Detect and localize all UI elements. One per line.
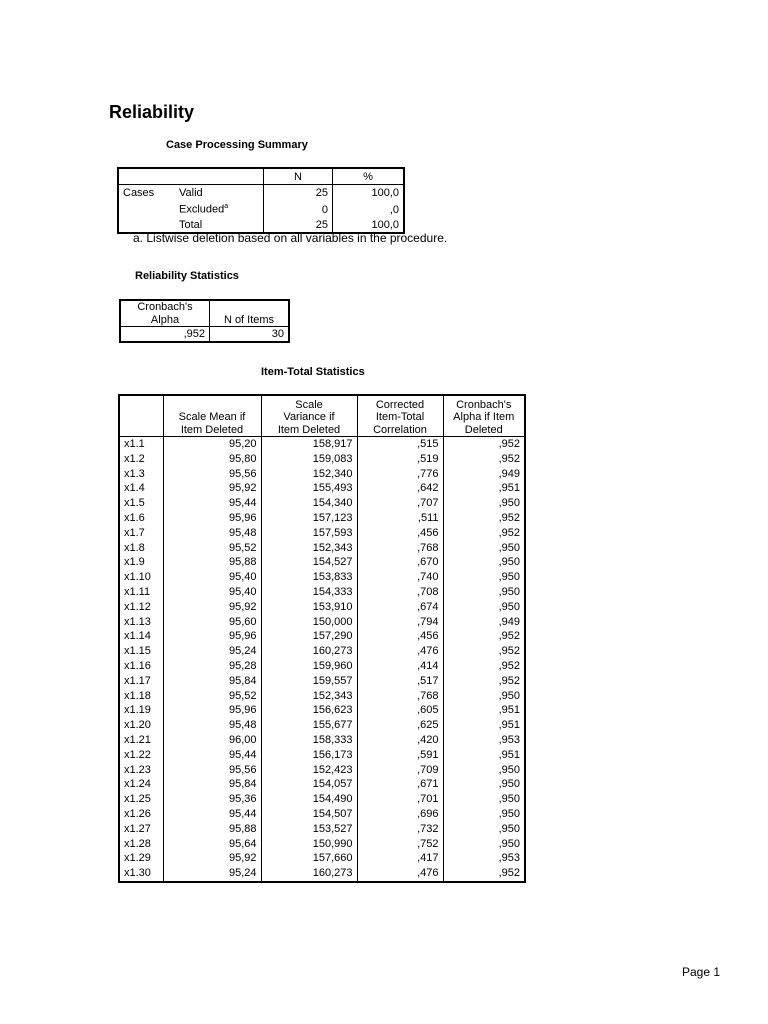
page-title: Reliability bbox=[109, 102, 195, 122]
cell-alpha-if-deleted: ,952 bbox=[443, 659, 525, 674]
cell-item-total-correlation: ,670 bbox=[357, 555, 443, 570]
cell-n: 25 bbox=[264, 217, 333, 233]
cell-scale-variance: 154,507 bbox=[261, 807, 357, 822]
header-n-items: N of Items bbox=[210, 300, 290, 327]
cell-item-name: x1.24 bbox=[124, 778, 151, 791]
table-row bbox=[119, 837, 525, 852]
cell-item-total-correlation: ,707 bbox=[357, 496, 443, 511]
cell-scale-variance: 153,910 bbox=[261, 600, 357, 615]
table-row bbox=[119, 526, 525, 541]
table-row bbox=[119, 866, 525, 882]
table-row bbox=[119, 777, 525, 792]
header-empty-cell bbox=[175, 168, 264, 185]
cell-item-total-correlation: ,752 bbox=[357, 837, 443, 852]
cell-scale-variance: 152,340 bbox=[261, 467, 357, 482]
footnote-marker: a. bbox=[133, 231, 144, 245]
cell-scale-mean: 95,92 bbox=[163, 481, 261, 496]
footnote-ref: a bbox=[224, 203, 229, 210]
cell-scale-mean: 95,60 bbox=[163, 615, 261, 630]
cell-item-total-correlation: ,591 bbox=[357, 748, 443, 763]
cell-item-name: x1.28 bbox=[124, 837, 151, 850]
cell-item-name: x1.3 bbox=[124, 467, 145, 480]
cell-item-total-correlation: ,674 bbox=[357, 600, 443, 615]
cell-alpha-if-deleted: ,950 bbox=[443, 496, 525, 511]
cell-item-name: x1.18 bbox=[124, 689, 151, 702]
cell-alpha-if-deleted: ,952 bbox=[443, 674, 525, 689]
cell-scale-mean: 95,24 bbox=[163, 644, 261, 659]
row-label bbox=[175, 200, 264, 217]
table-row bbox=[119, 733, 525, 748]
cell-scale-variance: 157,660 bbox=[261, 851, 357, 866]
table-row bbox=[119, 570, 525, 585]
cell-scale-mean: 95,48 bbox=[163, 718, 261, 733]
cell-item-name: x1.2 bbox=[124, 452, 145, 465]
cell-alpha-if-deleted: ,952 bbox=[443, 526, 525, 541]
cell-scale-variance: 155,493 bbox=[261, 481, 357, 496]
cell-item-total-correlation: ,417 bbox=[357, 851, 443, 866]
cell-scale-variance: 152,423 bbox=[261, 763, 357, 778]
cell-item-name: x1.11 bbox=[124, 585, 151, 598]
header-corrected-correlation bbox=[357, 395, 443, 437]
cell-item-total-correlation: ,414 bbox=[357, 659, 443, 674]
table-row bbox=[118, 185, 404, 201]
page-number: Page 1 bbox=[682, 965, 721, 979]
cell-scale-variance: 152,343 bbox=[261, 689, 357, 704]
header-line: Item Deleted bbox=[277, 423, 341, 436]
cell-alpha-if-deleted: ,950 bbox=[443, 837, 525, 852]
cell-scale-variance: 156,623 bbox=[261, 703, 357, 718]
cell-item-name: x1.16 bbox=[124, 659, 151, 672]
cell-item-total-correlation: ,776 bbox=[357, 467, 443, 482]
cell-item-name: x1.10 bbox=[124, 571, 151, 584]
reliability-stats-caption: Reliability Statistics bbox=[135, 270, 239, 282]
cell-scale-mean: 95,64 bbox=[163, 837, 261, 852]
cell-item-total-correlation: ,708 bbox=[357, 585, 443, 600]
table-row bbox=[119, 511, 525, 526]
cell-scale-mean: 95,20 bbox=[163, 437, 261, 452]
header-line: Item-Total bbox=[375, 411, 425, 423]
table-row bbox=[119, 496, 525, 511]
cell-scale-mean: 95,52 bbox=[163, 689, 261, 704]
cell-scale-mean: 95,92 bbox=[163, 600, 261, 615]
table-header-row bbox=[118, 168, 404, 185]
cell-scale-mean: 95,24 bbox=[163, 866, 261, 882]
row-label: Total bbox=[179, 218, 203, 231]
table-row bbox=[119, 615, 525, 630]
cell-scale-mean: 95,56 bbox=[163, 467, 261, 482]
cell-item-total-correlation: ,732 bbox=[357, 822, 443, 837]
case-processing-table bbox=[117, 167, 405, 234]
cell-alpha-if-deleted: ,952 bbox=[443, 644, 525, 659]
cell-alpha-if-deleted: ,950 bbox=[443, 541, 525, 556]
cell-alpha-if-deleted: ,953 bbox=[443, 851, 525, 866]
cell-item-name: x1.19 bbox=[124, 704, 151, 717]
cell-scale-mean: 95,48 bbox=[163, 526, 261, 541]
header-line: Scale Mean if bbox=[178, 411, 246, 423]
cell-scale-mean: 96,00 bbox=[163, 733, 261, 748]
cell-alpha-if-deleted: ,950 bbox=[443, 585, 525, 600]
header-line: Alpha if Item bbox=[453, 411, 515, 423]
cell-alpha-if-deleted: ,952 bbox=[443, 629, 525, 644]
cell-alpha-if-deleted: ,950 bbox=[443, 570, 525, 585]
table-row bbox=[119, 585, 525, 600]
table-row bbox=[119, 718, 525, 733]
cell-item-name: x1.13 bbox=[124, 615, 151, 628]
cell-n: 25 bbox=[264, 185, 333, 201]
cell-item-total-correlation: ,476 bbox=[357, 644, 443, 659]
cell-scale-variance: 153,527 bbox=[261, 822, 357, 837]
table-row bbox=[119, 822, 525, 837]
item-total-caption: Item-Total Statistics bbox=[261, 366, 365, 378]
header-empty-cell bbox=[119, 395, 163, 437]
cell-item-name: x1.6 bbox=[124, 511, 145, 524]
cell-pct: 100,0 bbox=[333, 185, 405, 201]
cell-alpha-if-deleted: ,951 bbox=[443, 481, 525, 496]
cell-item-total-correlation: ,515 bbox=[357, 437, 443, 452]
cell-scale-mean: 95,56 bbox=[163, 763, 261, 778]
cell-item-name: x1.1 bbox=[124, 438, 145, 450]
header-alpha-if-deleted bbox=[443, 395, 525, 437]
cell-scale-mean: 95,40 bbox=[163, 570, 261, 585]
header-line: Cronbach's bbox=[456, 398, 512, 411]
cell-alpha-if-deleted: ,949 bbox=[443, 615, 525, 630]
cell-scale-variance: 158,917 bbox=[261, 437, 357, 452]
header-line: Deleted bbox=[464, 423, 503, 436]
header-pct: % bbox=[333, 168, 405, 185]
cell-scale-variance: 154,527 bbox=[261, 555, 357, 570]
cell-item-name: x1.5 bbox=[124, 497, 145, 510]
cell-pct: ,0 bbox=[333, 200, 405, 217]
cell-scale-variance: 156,173 bbox=[261, 748, 357, 763]
header-line: Correlation bbox=[373, 423, 427, 436]
cell-item-total-correlation: ,511 bbox=[357, 511, 443, 526]
cell-scale-mean: 95,36 bbox=[163, 792, 261, 807]
header-scale-variance bbox=[261, 395, 357, 437]
cell-scale-variance: 160,273 bbox=[261, 644, 357, 659]
cell-item-total-correlation: ,642 bbox=[357, 481, 443, 496]
cell-scale-mean: 95,96 bbox=[163, 511, 261, 526]
cell-scale-variance: 159,557 bbox=[261, 674, 357, 689]
case-processing-caption: Case Processing Summary bbox=[166, 139, 308, 151]
cell-item-total-correlation: ,517 bbox=[357, 674, 443, 689]
table-row bbox=[119, 481, 525, 496]
cell-item-total-correlation: ,456 bbox=[357, 526, 443, 541]
table-row bbox=[119, 689, 525, 704]
cell-scale-variance: 150,990 bbox=[261, 837, 357, 852]
table-row bbox=[119, 555, 525, 570]
cell-alpha-if-deleted: ,952 bbox=[443, 866, 525, 882]
cell-scale-mean: 95,88 bbox=[163, 822, 261, 837]
table-row bbox=[119, 600, 525, 615]
table-row bbox=[119, 674, 525, 689]
table-row bbox=[119, 467, 525, 482]
table-row bbox=[119, 541, 525, 556]
cell-alpha-if-deleted: ,950 bbox=[443, 600, 525, 615]
cell-item-name: x1.22 bbox=[124, 748, 151, 761]
table-header-row bbox=[120, 300, 289, 327]
cell-item-total-correlation: ,709 bbox=[357, 763, 443, 778]
header-alpha bbox=[120, 300, 210, 327]
cell-alpha-if-deleted: ,951 bbox=[443, 718, 525, 733]
cell-item-name: x1.14 bbox=[124, 630, 151, 643]
cell-item-total-correlation: ,768 bbox=[357, 541, 443, 556]
cell-item-name: x1.25 bbox=[124, 793, 151, 806]
cell-scale-mean: 95,84 bbox=[163, 777, 261, 792]
cell-scale-variance: 154,333 bbox=[261, 585, 357, 600]
header-empty-cell bbox=[118, 168, 175, 185]
cell-item-name: x1.9 bbox=[124, 556, 145, 569]
cell-alpha-if-deleted: ,950 bbox=[443, 792, 525, 807]
cell-item-total-correlation: ,768 bbox=[357, 689, 443, 704]
cell-alpha-if-deleted: ,950 bbox=[443, 777, 525, 792]
cell-scale-variance: 159,960 bbox=[261, 659, 357, 674]
table-row bbox=[119, 792, 525, 807]
cell-scale-variance: 154,490 bbox=[261, 792, 357, 807]
cell-scale-variance: 153,833 bbox=[261, 570, 357, 585]
table-row bbox=[120, 327, 289, 343]
cell-scale-mean: 95,80 bbox=[163, 452, 261, 467]
cell-pct: 100,0 bbox=[333, 217, 405, 233]
cell-alpha-if-deleted: ,950 bbox=[443, 763, 525, 778]
cell-scale-variance: 152,343 bbox=[261, 541, 357, 556]
cell-scale-variance: 158,333 bbox=[261, 733, 357, 748]
cell-alpha-if-deleted: ,950 bbox=[443, 822, 525, 837]
cell-item-name: x1.12 bbox=[124, 600, 151, 613]
cell-item-total-correlation: ,625 bbox=[357, 718, 443, 733]
header-line: Corrected bbox=[375, 398, 425, 411]
cell-alpha-if-deleted: ,953 bbox=[443, 733, 525, 748]
cell-item-name: x1.26 bbox=[124, 807, 151, 820]
row-label-text: Excluded bbox=[179, 203, 225, 216]
cell-item-name: x1.15 bbox=[124, 645, 151, 658]
cell-scale-variance: 159,083 bbox=[261, 452, 357, 467]
cell-item-name: x1.21 bbox=[124, 733, 151, 746]
cell-scale-mean: 95,84 bbox=[163, 674, 261, 689]
footnote-text: Listwise deletion based on all variables in the procedure. bbox=[146, 231, 448, 245]
cell-item-name: x1.4 bbox=[124, 482, 145, 495]
cell-scale-mean: 95,96 bbox=[163, 629, 261, 644]
header-n: N bbox=[264, 168, 333, 185]
cell-item-total-correlation: ,519 bbox=[357, 452, 443, 467]
cell-item-total-correlation: ,794 bbox=[357, 615, 443, 630]
cell-alpha-if-deleted: ,950 bbox=[443, 689, 525, 704]
header-line: Item Deleted bbox=[180, 423, 244, 436]
cell-item-name: x1.30 bbox=[124, 867, 151, 880]
cell-alpha-if-deleted: ,950 bbox=[443, 807, 525, 822]
table-row bbox=[119, 851, 525, 866]
header-line: Alpha bbox=[150, 313, 180, 326]
cell-item-name: x1.29 bbox=[124, 852, 151, 865]
cell-item-total-correlation: ,605 bbox=[357, 703, 443, 718]
cell-scale-mean: 95,44 bbox=[163, 807, 261, 822]
cell-item-total-correlation: ,696 bbox=[357, 807, 443, 822]
cell-scale-variance: 154,340 bbox=[261, 496, 357, 511]
table-row bbox=[119, 807, 525, 822]
cell-alpha-if-deleted: ,952 bbox=[443, 511, 525, 526]
header-line: Variance if bbox=[283, 411, 335, 423]
cell-scale-mean: 95,28 bbox=[163, 659, 261, 674]
item-total-body bbox=[119, 395, 525, 882]
cell-item-total-correlation: ,740 bbox=[357, 570, 443, 585]
item-total-table bbox=[118, 394, 526, 883]
table-row bbox=[119, 629, 525, 644]
table-row bbox=[119, 437, 525, 452]
cell-alpha-if-deleted: ,950 bbox=[443, 555, 525, 570]
cell-scale-mean: 95,44 bbox=[163, 748, 261, 763]
empty-cell bbox=[118, 200, 175, 217]
footnote bbox=[133, 231, 447, 245]
cell-scale-mean: 95,52 bbox=[163, 541, 261, 556]
cell-n: 0 bbox=[264, 200, 333, 217]
table-row bbox=[118, 200, 404, 217]
cell-alpha-if-deleted: ,951 bbox=[443, 703, 525, 718]
cell-scale-variance: 155,677 bbox=[261, 718, 357, 733]
cell-scale-mean: 95,40 bbox=[163, 585, 261, 600]
cell-item-name: x1.8 bbox=[124, 541, 145, 554]
header-scale-mean bbox=[163, 395, 261, 437]
row-label: Valid bbox=[179, 187, 203, 199]
cell-item-name: x1.23 bbox=[124, 763, 151, 776]
cell-scale-mean: 95,88 bbox=[163, 555, 261, 570]
cell-item-total-correlation: ,476 bbox=[357, 866, 443, 882]
cell-item-total-correlation: ,420 bbox=[357, 733, 443, 748]
table-row bbox=[119, 748, 525, 763]
cell-alpha-if-deleted: ,951 bbox=[443, 748, 525, 763]
cell-scale-mean: 95,44 bbox=[163, 496, 261, 511]
table-row bbox=[119, 452, 525, 467]
cell-item-name: x1.27 bbox=[124, 822, 151, 835]
table-row bbox=[119, 703, 525, 718]
cell-alpha-if-deleted: ,952 bbox=[443, 437, 525, 452]
cell-alpha-if-deleted: ,949 bbox=[443, 467, 525, 482]
cases-group-label: Cases bbox=[123, 187, 155, 199]
cell-item-name: x1.17 bbox=[124, 674, 151, 687]
table-row bbox=[119, 659, 525, 674]
cell-item-total-correlation: ,671 bbox=[357, 777, 443, 792]
cell-alpha-if-deleted: ,952 bbox=[443, 452, 525, 467]
cell-scale-variance: 154,057 bbox=[261, 777, 357, 792]
cell-scale-mean: 95,92 bbox=[163, 851, 261, 866]
header-line: Scale bbox=[295, 398, 323, 411]
cell-scale-variance: 160,273 bbox=[261, 866, 357, 882]
cell-item-total-correlation: ,701 bbox=[357, 792, 443, 807]
cell-item-name: x1.7 bbox=[124, 526, 145, 539]
cell-scale-mean: 95,96 bbox=[163, 703, 261, 718]
reliability-stats-table bbox=[119, 299, 290, 343]
table-header-row bbox=[119, 395, 525, 437]
cell-scale-variance: 157,123 bbox=[261, 511, 357, 526]
cell-scale-variance: 157,593 bbox=[261, 526, 357, 541]
header-line: Cronbach's bbox=[137, 301, 193, 313]
cell-n-items: 30 bbox=[210, 327, 290, 343]
cell-scale-variance: 157,290 bbox=[261, 629, 357, 644]
cell-item-total-correlation: ,456 bbox=[357, 629, 443, 644]
table-row bbox=[119, 763, 525, 778]
cell-item-name: x1.20 bbox=[124, 719, 151, 732]
cell-scale-variance: 150,000 bbox=[261, 615, 357, 630]
table-row bbox=[119, 644, 525, 659]
cell-alpha: ,952 bbox=[183, 328, 205, 340]
